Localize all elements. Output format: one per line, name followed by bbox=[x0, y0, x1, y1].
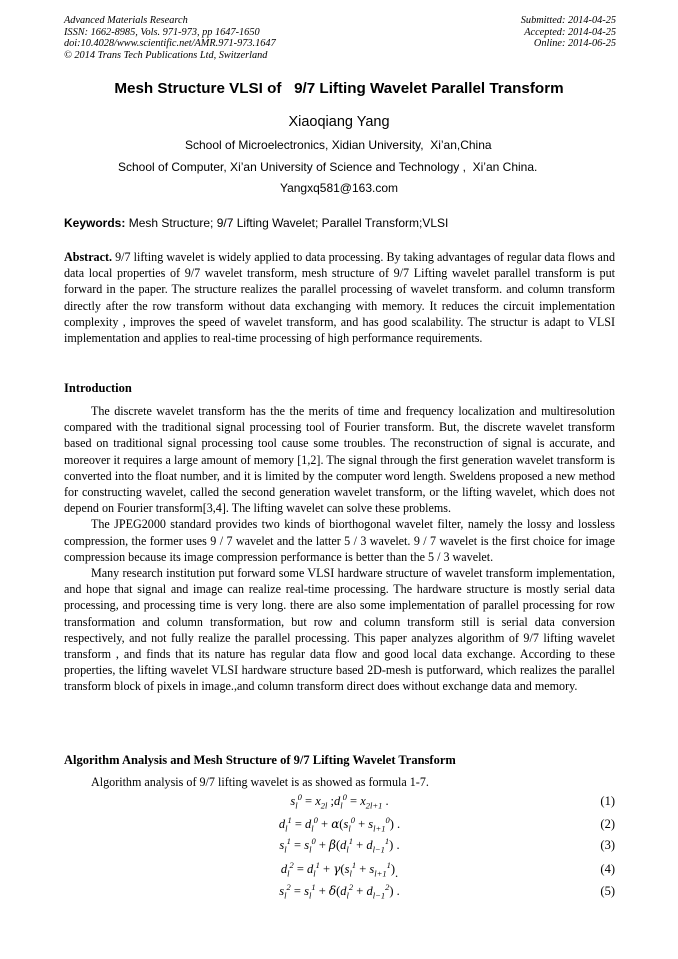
equation-3 bbox=[64, 835, 615, 856]
equation-5-formula: $s_l^2 = s_l^1 + \delta(d_l^2 + d_{l-1}^2)$ . bbox=[279, 881, 400, 901]
equation-2 bbox=[64, 814, 615, 835]
equation-number: (5) bbox=[600, 884, 615, 898]
equation-5 bbox=[64, 881, 615, 902]
introduction-heading: Introduction bbox=[64, 381, 132, 395]
equation-2-formula: $d_l^1 = d_l^0 + \alpha(s_l^0 + s_{l+1}^0)$ . bbox=[278, 814, 401, 834]
journal-header-left bbox=[64, 15, 276, 61]
paragraph: The discrete wavelet transform has the the merits of time and frequency localization and multiresolution compared with the traditional signal processing tool of Fourier transform. But, the discrete wavelet transform based on traditional signal processing tool cause some troubles. The reconstruction of signal is accurate, and moreover it requires a large amount of memory [1,2]. The signal through the first generation wavelet transform is converted into the float number, and it is limited by the computer word length. Sweldens proposed a new method for constructing wavelet, called the second generation wavelet transform, or the lifting wavelet, which does not depend on Fourier transform[3,4]. The lifting wavelet can solve these problems. bbox=[64, 404, 615, 516]
paragraph: The JPEG2000 standard provides two kinds of biorthogonal wavelet filter, namely the lossy and lossless compression, the former uses 9 / 7 wavelet and the latter 5 / 3 wavelet. 9 / 7 wavelet is the first choice for image compression because its image compression performance is better than the 5 / 3 wavelet. bbox=[64, 517, 615, 564]
equation-number: (4) bbox=[600, 862, 615, 876]
keywords bbox=[64, 216, 448, 230]
algorithm-heading: Algorithm Analysis and Mesh Structure of 9/7 Lifting Wavelet Transform bbox=[64, 753, 456, 767]
abstract-text: 9/7 lifting wavelet is widely applied to data processing. By taking advantages of regular data flows and data local properties of 9/7 wavelet transform, mesh structure of 9/7 Lifting wavelet parallel transform is put forward in the paper. The structure realizes the parallel processing of wavelet transform. and column transform directly after the row transform without data exchanging with memory. It reduces the circuit implementation complexity , improves the speed of wavelet transform, and has good scalability. The structur is adapt to VLSI implementation and applies to real-time processing of high performance requirements. bbox=[64, 250, 615, 346]
equation-number: (1) bbox=[600, 794, 615, 808]
online-date: Online: 2014-06-25 bbox=[533, 38, 616, 49]
equation-1-formula: $s_l^0 = x_{2l}$ $;d_l^0 = x_{2l+1}$ . bbox=[290, 791, 389, 811]
journal-issn: ISSN: 1662-8985, Vols. 971-973, pp 1647-1650 bbox=[64, 26, 260, 38]
paragraph: Many research institution put forward some VLSI hardware structure of wavelet transform implementation, and hope that signal and image can realize real-time processing. The hardware structure is mostly serial data processing, and processing time is very long. there are also some implementation of parallel processing for row transformation and column transformation, but row and column transform still is serial data conversion respectively, and not fully realize the parallel processing. This paper analyzes algorithm of 9/7 lifting wavelet transform , and finds that its nature has regular data flow and good local data exchange. According to these properties, the lifting wavelet VLSI hardware structure based 2D-mesh is putforward, which realizes the parallel transform block of pixels in image.,and column transform direct does without exchange data and memory. bbox=[64, 566, 615, 694]
submitted-date: Submitted: 2014-04-25 bbox=[520, 15, 616, 26]
equation-4-formula: $d_l^2 = d_l^1 + \gamma(s_l^1 + s_{l+1}^1)$. bbox=[280, 859, 399, 880]
accepted-date: Accepted: 2014-04-25 bbox=[524, 26, 616, 38]
keywords-text: Mesh Structure; 9/7 Lifting Wavelet; Parallel Transform;VLSI bbox=[125, 216, 449, 230]
equation-4 bbox=[64, 859, 615, 880]
abstract-label: Abstract. bbox=[64, 250, 113, 264]
affiliation-1: School of Microelectronics, Xidian University, Xi’an,China bbox=[185, 138, 492, 152]
abstract bbox=[64, 249, 615, 346]
affiliation-2: School of Computer, Xi’an University of Science and Technology , Xi’an China. bbox=[118, 160, 538, 174]
equation-3-formula: $s_l^1 = s_l^0 + \beta(d_l^1 + d_{l-1}^1)$ . bbox=[279, 835, 400, 855]
keywords-label: Keywords: bbox=[64, 216, 126, 230]
journal-name: Advanced Materials Research bbox=[64, 15, 188, 26]
equation-number: (3) bbox=[600, 838, 615, 852]
introduction-body bbox=[64, 403, 615, 695]
algorithm-intro: Algorithm analysis of 9/7 lifting wavelet is as showed as formula 1-7. bbox=[91, 775, 429, 789]
equation-number: (2) bbox=[600, 817, 615, 831]
equation-1 bbox=[64, 791, 615, 812]
journal-copyright: © 2014 Trans Tech Publications Ltd, Switzerland bbox=[64, 49, 268, 61]
author-name: Xiaoqiang Yang bbox=[288, 114, 390, 130]
paper-title: Mesh Structure VLSI of 9/7 Lifting Wavelet Parallel Transform bbox=[114, 80, 564, 97]
author-email: Yangxq581@163.com bbox=[279, 181, 399, 195]
journal-doi: doi:10.4028/www.scientific.net/AMR.971-973.1647 bbox=[64, 38, 276, 49]
journal-header-right bbox=[521, 15, 616, 50]
